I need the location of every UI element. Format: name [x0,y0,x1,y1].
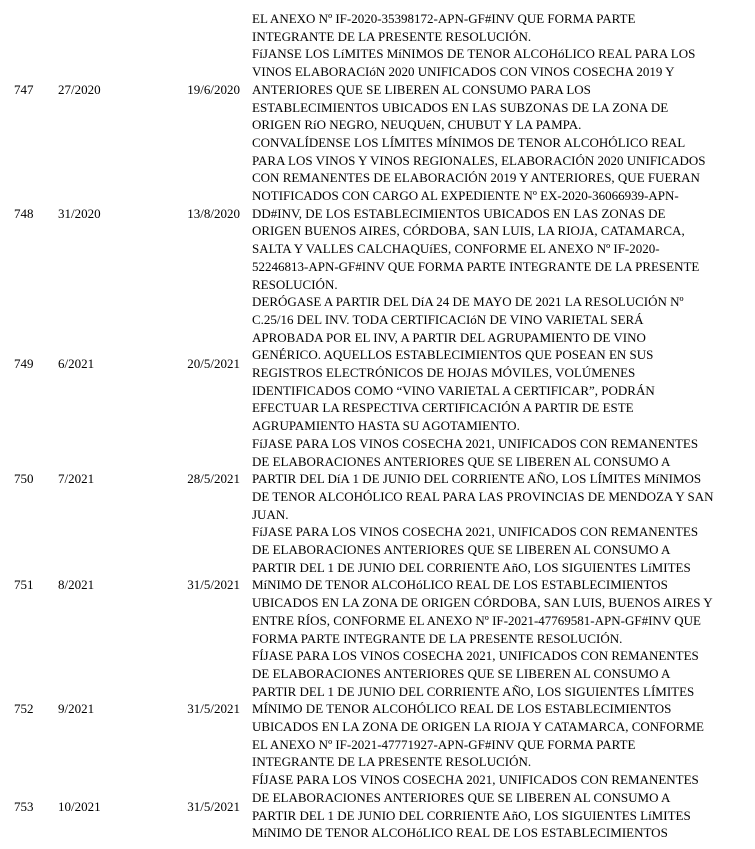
resolution-date: 13/8/2020 [187,205,240,221]
text-line: MÍNIMO DE TENOR ALCOHÓLICO REAL DE LOS ESTABLECIMIENTOS [252,701,672,717]
table-row [0,134,755,293]
text-line: PARA LOS VINOS Y VINOS REGIONALES, ELABORACIÓN 2020 UNIFICADOS [252,152,706,168]
text-line: UBICADOS EN LA ZONA DE ORIGEN CÓRDOBA, SAN LUIS, BUENOS AIRES Y [252,595,713,611]
text-line: ESTABLECIMIENTOS UBICADOS EN LAS SUBZONAS DE LA ZONA DE [252,99,669,115]
resolution-date: 31/5/2021 [187,798,240,814]
resolution-text [252,45,750,134]
text-line: APROBADA POR EL INV, A PARTIR DEL AGRUPAMIENTO DE VINO [252,329,646,345]
resolution-number: 6/2021 [58,356,95,372]
text-line: PARTIR DEL 1 DE JUNIO DEL CORRIENTE AÑO, LOS SIGUIENTES LÍMITES [252,683,695,699]
text-line: RESOLUCIÓN. [252,276,338,292]
text-line: INTEGRANTE DE LA PRESENTE RESOLUCIÓN. [252,754,532,770]
resolution-number: 9/2021 [58,701,95,717]
text-line: FORMA PARTE INTEGRANTE DE LA PRESENTE RESOLUCIÓN. [252,630,623,646]
row-number: 750 [14,471,34,487]
table-row [0,45,755,134]
table-row [0,10,755,45]
text-line: C.25/16 DEL INV. TODA CERTIFICACIóN DE VINO VARIETAL SERÁ [252,311,644,327]
text-line: ENTRE RÍOS, CONFORME EL ANEXO Nº IF-2021-47769581-APN-GF#INV QUE [252,612,701,628]
text-line: PARTIR DEL DíA 1 DE JUNIO DEL CORRIENTE AÑO, LOS LÍMITES MíNIMOS [252,471,702,487]
resolution-number: 27/2020 [58,81,101,97]
text-line: SALTA Y VALLES CALCHAQUíES, CONFORME EL ANEXO Nº IF-2020- [252,241,660,257]
text-line: DE TENOR ALCOHÓLICO REAL PARA LAS PROVINCIAS DE MENDOZA Y SAN [252,488,714,504]
row-number: 747 [14,81,34,97]
resolution-text [252,523,750,647]
resolution-number: 31/2020 [58,205,101,221]
table-row [0,647,755,771]
text-line: EL ANEXO Nº IF-2021-47771927-APN-GF#INV QUE FORMA PARTE [252,736,636,752]
text-line: DD#INV, DE LOS ESTABLECIMIENTOS UBICADOS EN LAS ZONAS DE [252,205,666,221]
resolution-number: 7/2021 [58,471,95,487]
resolution-date: 28/5/2021 [187,471,240,487]
resolution-text [252,435,750,524]
text-line: FíJASE PARA LOS VINOS COSECHA 2021, UNIFICADOS CON REMANENTES [252,524,699,540]
table-row [0,523,755,647]
text-line: FíJANSE LOS LíMITES MíNIMOS DE TENOR ALCOHóLICO REAL PARA LOS [252,46,696,62]
text-line: FíJASE PARA LOS VINOS COSECHA 2021, UNIFICADOS CON REMANENTES [252,435,699,451]
text-line: PARTIR DEL 1 DE JUNIO DEL CORRIENTE AñO, LOS SIGUIENTES LíMITES [252,559,691,575]
text-line: DERÓGASE A PARTIR DEL DíA 24 DE MAYO DE 2021 LA RESOLUCIÓN Nº [252,294,684,310]
table-row [0,293,755,435]
row-number: 752 [14,701,34,717]
text-line: MíNIMO DE TENOR ALCOHóLICO REAL DE LOS ESTABLECIMIENTOS [252,825,668,841]
resolution-date: 31/5/2021 [187,577,240,593]
text-line: CONVALÍDENSE LOS LÍMITES MÍNIMOS DE TENOR ALCOHÓLICO REAL [252,134,686,150]
row-number: 751 [14,577,34,593]
resolution-text [252,647,750,771]
text-line: ORIGEN BUENOS AIRES, CÓRDOBA, SAN LUIS, LA RIOJA, CATAMARCA, [252,223,685,239]
resolution-date: 20/5/2021 [187,356,240,372]
text-line: JUAN. [252,506,289,522]
text-line: DE ELABORACIONES ANTERIORES QUE SE LIBEREN AL CONSUMO A [252,789,671,805]
resolution-text [252,10,750,45]
text-line: DE ELABORACIONES ANTERIORES QUE SE LIBEREN AL CONSUMO A [252,665,671,681]
row-number: 749 [14,356,34,372]
text-line: CON REMANENTES DE ELABORACIÓN 2019 Y ANTERIORES, QUE FUERAN [252,170,700,186]
resolution-text [252,134,750,293]
text-line: 52246813-APN-GF#INV QUE FORMA PARTE INTEGRANTE DE LA PRESENTE [252,258,700,274]
text-line: REGISTROS ELECTRÓNICOS DE HOJAS MÓVILES, VOLÚMENES [252,365,636,380]
row-number: 748 [14,205,34,221]
text-line: INTEGRANTE DE LA PRESENTE RESOLUCIÓN. [252,28,532,44]
text-line: VINOS ELABORACIóN 2020 UNIFICADOS CON VINOS COSECHA 2019 Y [252,64,675,80]
text-line: FÍJASE PARA LOS VINOS COSECHA 2021, UNIFICADOS CON REMANENTES [252,648,699,664]
text-line: AGRUPAMIENTO HASTA SU AGOTAMIENTO. [252,418,520,434]
resolution-text [252,771,750,842]
text-line: PARTIR DEL 1 DE JUNIO DEL CORRIENTE AñO, LOS SIGUIENTES LíMITES [252,807,691,823]
text-line: ANTERIORES QUE SE LIBEREN AL CONSUMO PARA LOS [252,81,591,97]
text-line: FÍJASE PARA LOS VINOS COSECHA 2021, UNIFICADOS CON REMANENTES [252,772,699,788]
resolution-text [252,293,750,435]
text-line: DE ELABORACIONES ANTERIORES QUE SE LIBEREN AL CONSUMO A [252,453,671,469]
text-line: MíNIMO DE TENOR ALCOHóLICO REAL DE LOS ESTABLECIMIENTOS [252,577,668,593]
table-row [0,435,755,524]
text-line: GENÉRICO. AQUELLOS ESTABLECIMIENTOS QUE POSEAN EN SUS [252,347,654,363]
resolution-date: 19/6/2020 [187,81,240,97]
text-line: ORIGEN RíO NEGRO, NEUQUéN, CHUBUT Y LA PAMPA. [252,117,582,133]
text-line: EFECTUAR LA RESPECTIVA CERTIFICACIÓN A PARTIR DE ESTE [252,400,634,416]
resolution-number: 8/2021 [58,577,95,593]
text-line: UBICADOS EN LA ZONA DE ORIGEN LA RIOJA Y CATAMARCA, CONFORME [252,719,704,734]
resolution-date: 31/5/2021 [187,701,240,717]
text-line: DE ELABORACIONES ANTERIORES QUE SE LIBEREN AL CONSUMO A [252,542,671,557]
text-line: IDENTIFICADOS COMO “VINO VARIETAL A CERTIFICAR”, PODRÁN [252,382,655,398]
resolution-number: 10/2021 [58,798,101,814]
text-line: NOTIFICADOS CON CARGO AL EXPEDIENTE Nº EX-2020-36066939-APN- [252,188,679,203]
table-row [0,771,755,842]
text-line: EL ANEXO Nº IF-2020-35398172-APN-GF#INV QUE FORMA PARTE [252,11,636,26]
row-number: 753 [14,798,34,814]
